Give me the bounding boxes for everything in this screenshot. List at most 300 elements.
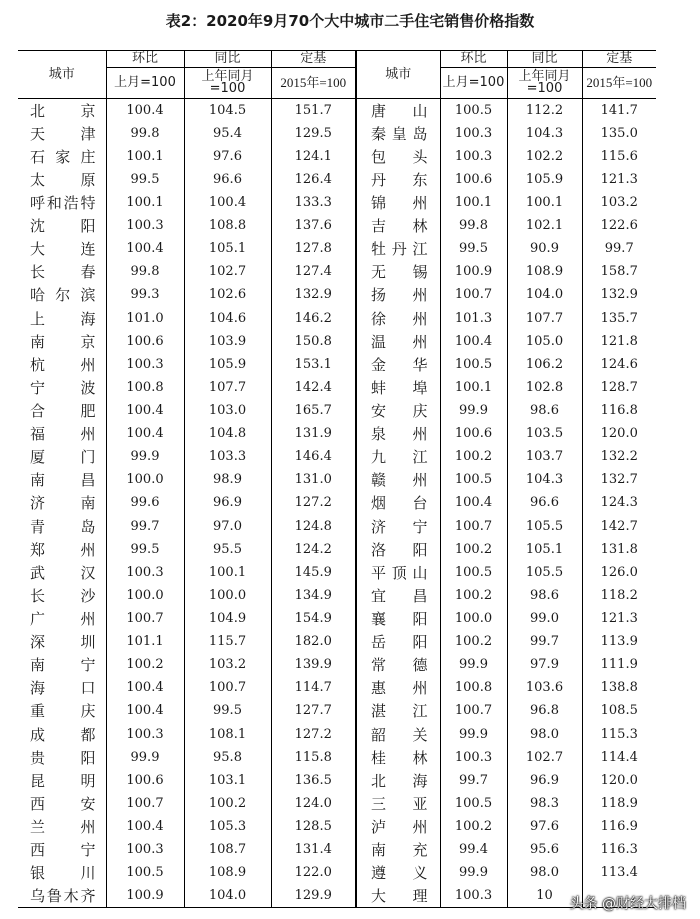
mom-cell-left: 100.4 [106, 699, 184, 722]
city-cell-left: 贵阳 [30, 748, 96, 767]
table-row [18, 514, 656, 537]
base-cell-left: 145.9 [271, 561, 356, 584]
base-cell-left: 115.8 [271, 746, 356, 769]
city-cell-left: 宁波 [30, 378, 96, 397]
yoy-cell-right: 102.1 [507, 214, 582, 237]
city-cell-right: 金华 [356, 353, 440, 376]
base-subheader-right: 2015年=100 [582, 68, 656, 99]
table-row [18, 769, 656, 792]
city-header-right: 城市 [356, 51, 440, 99]
table-row [18, 607, 656, 630]
yoy-cell-left: 95.4 [184, 122, 271, 145]
base-cell-right: 121.3 [582, 607, 656, 630]
table-row [18, 145, 656, 168]
table-body [18, 99, 656, 908]
table-row [18, 538, 656, 561]
base-cell-left: 122.0 [271, 861, 356, 884]
base-cell-right: 135.0 [582, 122, 656, 145]
base-cell-right: 108.5 [582, 699, 656, 722]
mom-cell-right: 100.6 [440, 168, 507, 191]
base-cell-right: 116.3 [582, 838, 656, 861]
table-row [18, 399, 656, 422]
table-row [18, 445, 656, 468]
city-cell-right: 牡丹江 [356, 237, 440, 260]
base-cell-right: 121.3 [582, 168, 656, 191]
base-cell-left: 131.4 [271, 838, 356, 861]
yoy-cell-left: 103.2 [184, 653, 271, 676]
city-cell-left: 长春 [30, 263, 96, 282]
base-cell-left: 133.3 [271, 191, 356, 214]
mom-cell-right: 100.2 [440, 630, 507, 653]
table-row [18, 306, 656, 329]
mom-subheader-left: 上月=100 [106, 68, 184, 99]
city-cell-right: 无锡 [356, 260, 440, 283]
mom-cell-left: 99.5 [106, 168, 184, 191]
yoy-cell-left: 102.6 [184, 283, 271, 306]
base-cell-left: 150.8 [271, 330, 356, 353]
mom-cell-left: 101.1 [106, 630, 184, 653]
base-cell-left: 129.9 [271, 884, 356, 907]
base-cell-right: 132.7 [582, 468, 656, 491]
yoy-cell-left: 108.7 [184, 838, 271, 861]
mom-cell-right: 99.5 [440, 237, 507, 260]
table-row [18, 561, 656, 584]
yoy-cell-left: 104.8 [184, 422, 271, 445]
city-cell-right: 安庆 [356, 399, 440, 422]
base-cell-left: 114.7 [271, 676, 356, 699]
base-cell-right: 113.4 [582, 861, 656, 884]
base-cell-left: 165.7 [271, 399, 356, 422]
yoy-cell-left: 98.9 [184, 468, 271, 491]
mom-cell-left: 99.3 [106, 283, 184, 306]
mom-cell-right: 100.5 [440, 353, 507, 376]
yoy-header-left: 同比 [184, 51, 271, 68]
city-cell-right: 南充 [356, 838, 440, 861]
yoy-cell-left: 115.7 [184, 630, 271, 653]
city-cell-left: 深圳 [30, 633, 96, 652]
table-row [18, 815, 656, 838]
mom-cell-left: 100.3 [106, 214, 184, 237]
city-cell-left: 郑州 [30, 540, 96, 559]
base-cell-right: 118.2 [582, 584, 656, 607]
yoy-cell-left: 100.4 [184, 191, 271, 214]
base-cell-left: 182.0 [271, 630, 356, 653]
base-cell-left: 132.9 [271, 283, 356, 306]
base-cell-left: 146.2 [271, 306, 356, 329]
city-cell-left: 杭州 [30, 355, 96, 374]
table-row [18, 584, 656, 607]
city-cell-right: 北海 [356, 769, 440, 792]
base-cell-left: 124.2 [271, 538, 356, 561]
mom-cell-left: 100.7 [106, 792, 184, 815]
base-cell-right: 115.6 [582, 145, 656, 168]
mom-cell-left: 100.3 [106, 561, 184, 584]
city-cell-left: 厦门 [30, 448, 96, 467]
mom-cell-right: 100.3 [440, 746, 507, 769]
mom-cell-right: 100.2 [440, 445, 507, 468]
base-cell-left: 151.7 [271, 99, 356, 122]
base-cell-right: 121.8 [582, 330, 656, 353]
mom-cell-left: 99.7 [106, 514, 184, 537]
yoy-cell-left: 97.0 [184, 514, 271, 537]
table-row [18, 422, 656, 445]
base-cell-right: 118.9 [582, 792, 656, 815]
mom-cell-left: 100.0 [106, 584, 184, 607]
mom-cell-left: 99.8 [106, 260, 184, 283]
base-cell-right: 99.7 [582, 237, 656, 260]
city-cell-right: 徐州 [356, 306, 440, 329]
yoy-cell-right: 97.9 [507, 653, 582, 676]
yoy-cell-right: 106.2 [507, 353, 582, 376]
mom-cell-left: 100.3 [106, 838, 184, 861]
city-cell-left: 西安 [30, 794, 96, 813]
base-cell-right: 124.6 [582, 353, 656, 376]
city-cell-right: 湛江 [356, 699, 440, 722]
yoy-cell-left: 103.1 [184, 769, 271, 792]
city-cell-left: 海口 [30, 679, 96, 698]
base-cell-left: 146.4 [271, 445, 356, 468]
city-cell-left: 天津 [30, 124, 96, 143]
base-cell-right: 111.9 [582, 653, 656, 676]
mom-subheader-right: 上月=100 [440, 68, 507, 99]
city-cell-right: 遵义 [356, 861, 440, 884]
base-cell-right: 114.4 [582, 746, 656, 769]
table-row [18, 699, 656, 722]
table-row [18, 237, 656, 260]
base-cell-right: 138.8 [582, 676, 656, 699]
city-cell-right: 九江 [356, 445, 440, 468]
base-cell-left: 129.5 [271, 122, 356, 145]
mom-cell-left: 100.0 [106, 468, 184, 491]
mom-cell-left: 100.4 [106, 399, 184, 422]
mom-cell-left: 100.4 [106, 676, 184, 699]
mom-cell-left: 100.3 [106, 722, 184, 745]
city-cell-left: 大连 [30, 240, 96, 259]
yoy-cell-right: 98.0 [507, 722, 582, 745]
city-cell-right: 岳阳 [356, 630, 440, 653]
base-cell-left: 127.4 [271, 260, 356, 283]
city-cell-left: 北京 [18, 99, 106, 122]
yoy-cell-right: 102.8 [507, 376, 582, 399]
base-cell-right: 122.6 [582, 214, 656, 237]
mom-cell-left: 100.4 [106, 237, 184, 260]
mom-cell-left: 100.1 [106, 145, 184, 168]
yoy-cell-right: 96.6 [507, 491, 582, 514]
mom-cell-right: 100.9 [440, 260, 507, 283]
base-cell-left: 124.8 [271, 514, 356, 537]
price-index-table [18, 50, 656, 908]
mom-cell-right: 100.3 [440, 122, 507, 145]
base-cell-left: 139.9 [271, 653, 356, 676]
base-header-left: 定基 [271, 51, 356, 68]
table-row [18, 838, 656, 861]
yoy-cell-left: 97.6 [184, 145, 271, 168]
table-row [18, 214, 656, 237]
city-cell-right: 宜昌 [356, 584, 440, 607]
yoy-cell-left: 100.1 [184, 561, 271, 584]
yoy-cell-right: 103.7 [507, 445, 582, 468]
city-cell-right: 蚌埠 [356, 376, 440, 399]
mom-cell-left: 100.5 [106, 861, 184, 884]
table-row [18, 376, 656, 399]
mom-cell-right: 100.6 [440, 422, 507, 445]
mom-cell-left: 100.2 [106, 653, 184, 676]
table-row [18, 722, 656, 745]
yoy-cell-right: 99.7 [507, 630, 582, 653]
yoy-cell-right: 99.0 [507, 607, 582, 630]
yoy-cell-right: 105.5 [507, 514, 582, 537]
city-cell-left: 南昌 [30, 471, 96, 490]
mom-cell-left: 100.6 [106, 769, 184, 792]
base-cell-right: 135.7 [582, 306, 656, 329]
mom-cell-right: 100.5 [440, 561, 507, 584]
city-cell-left: 沈阳 [30, 217, 96, 236]
base-cell-left: 124.1 [271, 145, 356, 168]
base-cell-right: 120.0 [582, 769, 656, 792]
city-cell-right: 泉州 [356, 422, 440, 445]
yoy-cell-right: 105.1 [507, 538, 582, 561]
mom-cell-left: 100.6 [106, 330, 184, 353]
base-cell-right: 113.9 [582, 630, 656, 653]
mom-cell-left: 100.7 [106, 607, 184, 630]
city-cell-right: 惠州 [356, 676, 440, 699]
yoy-cell-right: 103.5 [507, 422, 582, 445]
yoy-cell-right: 102.2 [507, 145, 582, 168]
city-cell-right: 锦州 [356, 191, 440, 214]
city-cell-right: 赣州 [356, 468, 440, 491]
table-row [18, 491, 656, 514]
yoy-cell-right: 97.6 [507, 815, 582, 838]
table-row [18, 653, 656, 676]
yoy-cell-right: 96.8 [507, 699, 582, 722]
city-cell-left: 重庆 [30, 702, 96, 721]
base-cell-right: 132.2 [582, 445, 656, 468]
yoy-cell-right: 102.7 [507, 746, 582, 769]
mom-cell-right: 100.2 [440, 538, 507, 561]
mom-cell-left: 99.9 [106, 445, 184, 468]
city-cell-left: 南京 [30, 332, 96, 351]
city-cell-left: 济南 [30, 494, 96, 513]
base-cell-right: 126.0 [582, 561, 656, 584]
mom-cell-right: 100.3 [440, 145, 507, 168]
table-row [18, 792, 656, 815]
mom-cell-right: 100.4 [440, 330, 507, 353]
mom-cell-right: 99.9 [440, 861, 507, 884]
city-cell-left: 南宁 [30, 656, 96, 675]
yoy-cell-right: 107.7 [507, 306, 582, 329]
yoy-cell-left: 100.7 [184, 676, 271, 699]
city-cell-right: 扬州 [356, 283, 440, 306]
city-cell-right: 常德 [356, 653, 440, 676]
city-cell-right: 唐山 [356, 99, 440, 122]
city-cell-right: 济宁 [356, 514, 440, 537]
mom-cell-right: 100.3 [440, 884, 507, 907]
yoy-cell-left: 104.0 [184, 884, 271, 907]
mom-header-left: 环比 [106, 51, 184, 68]
table-row [18, 283, 656, 306]
base-subheader-left: 2015年=100 [271, 68, 356, 99]
base-cell-left: 134.9 [271, 584, 356, 607]
base-cell-right: 116.8 [582, 399, 656, 422]
city-cell-left: 武汉 [30, 563, 96, 582]
city-cell-left: 兰州 [30, 817, 96, 836]
table-row [18, 353, 656, 376]
base-cell-left: 142.4 [271, 376, 356, 399]
yoy-cell-right: 95.6 [507, 838, 582, 861]
yoy-cell-right: 98.0 [507, 861, 582, 884]
yoy-subheader-right: 上年同月=100 [507, 68, 582, 99]
city-cell-right: 丹东 [356, 168, 440, 191]
table-title: 表2：2020年9月70个大中城市二手住宅销售价格指数 [165, 12, 535, 30]
table-row [18, 191, 656, 214]
city-cell-left: 哈尔滨 [30, 286, 96, 305]
yoy-cell-right: 108.9 [507, 260, 582, 283]
yoy-cell-left: 103.3 [184, 445, 271, 468]
yoy-subheader-left: 上年同月=100 [184, 68, 271, 99]
base-cell-left: 126.4 [271, 168, 356, 191]
mom-cell-left: 100.4 [106, 422, 184, 445]
mom-cell-right: 100.8 [440, 676, 507, 699]
base-cell-right: 116.9 [582, 815, 656, 838]
mom-cell-right: 99.4 [440, 838, 507, 861]
city-cell-right: 平顶山 [356, 561, 440, 584]
mom-cell-right: 101.3 [440, 306, 507, 329]
mom-cell-right: 99.7 [440, 769, 507, 792]
yoy-cell-left: 104.5 [184, 99, 271, 122]
city-cell-right: 洛阳 [356, 538, 440, 561]
mom-cell-left: 99.6 [106, 491, 184, 514]
yoy-cell-left: 104.9 [184, 607, 271, 630]
city-cell-left: 青岛 [30, 517, 96, 536]
city-cell-left: 广州 [30, 609, 96, 628]
table-row [18, 676, 656, 699]
yoy-cell-left: 108.1 [184, 722, 271, 745]
yoy-cell-right: 112.2 [507, 99, 582, 122]
city-cell-right: 三亚 [356, 792, 440, 815]
yoy-cell-left: 103.9 [184, 330, 271, 353]
base-cell-left: 124.0 [271, 792, 356, 815]
base-cell-right: 103.2 [582, 191, 656, 214]
yoy-cell-left: 100.0 [184, 584, 271, 607]
yoy-cell-left: 96.6 [184, 168, 271, 191]
mom-cell-right: 100.1 [440, 191, 507, 214]
city-cell-left: 石家庄 [30, 147, 96, 166]
mom-cell-right: 100.5 [440, 792, 507, 815]
mom-cell-left: 100.8 [106, 376, 184, 399]
mom-cell-right: 100.7 [440, 514, 507, 537]
table-row [18, 99, 656, 122]
yoy-cell-right: 98.3 [507, 792, 582, 815]
base-cell-right: 132.9 [582, 283, 656, 306]
base-cell-left: 131.9 [271, 422, 356, 445]
base-cell-right: 141.7 [582, 99, 656, 122]
mom-cell-right: 100.5 [440, 468, 507, 491]
city-cell-left: 银川 [30, 864, 96, 883]
table-row [18, 122, 656, 145]
base-cell-left: 131.0 [271, 468, 356, 491]
base-cell-right: 142.7 [582, 514, 656, 537]
table-row [18, 861, 656, 884]
yoy-cell-left: 96.9 [184, 491, 271, 514]
mom-cell-right: 99.9 [440, 722, 507, 745]
base-cell-right: 115.3 [582, 722, 656, 745]
mom-cell-right: 100.7 [440, 699, 507, 722]
base-cell-right: 124.3 [582, 491, 656, 514]
base-cell-left: 153.1 [271, 353, 356, 376]
base-cell-right: 158.7 [582, 260, 656, 283]
yoy-cell-left: 99.5 [184, 699, 271, 722]
base-cell-left: 127.8 [271, 237, 356, 260]
city-cell-left: 乌鲁木齐 [18, 884, 106, 907]
yoy-cell-right: 103.6 [507, 676, 582, 699]
city-cell-left: 长沙 [30, 586, 96, 605]
base-cell-left: 127.7 [271, 699, 356, 722]
yoy-header-right: 同比 [507, 51, 582, 68]
city-cell-right: 韶关 [356, 722, 440, 745]
city-cell-right: 包头 [356, 145, 440, 168]
yoy-cell-left: 105.3 [184, 815, 271, 838]
yoy-cell-left: 105.9 [184, 353, 271, 376]
mom-cell-right: 99.9 [440, 653, 507, 676]
mom-cell-left: 100.9 [106, 884, 184, 907]
yoy-cell-left: 103.0 [184, 399, 271, 422]
mom-cell-left: 99.8 [106, 122, 184, 145]
yoy-cell-left: 95.8 [184, 746, 271, 769]
yoy-cell-right: 104.3 [507, 122, 582, 145]
city-cell-left: 昆明 [30, 771, 96, 790]
city-cell-right: 秦皇岛 [356, 122, 440, 145]
city-cell-left: 呼和浩特 [30, 193, 96, 212]
city-cell-right: 大理 [356, 884, 440, 907]
mom-cell-left: 99.5 [106, 538, 184, 561]
mom-cell-right: 100.5 [440, 99, 507, 122]
yoy-cell-left: 95.5 [184, 538, 271, 561]
mom-cell-left: 99.9 [106, 746, 184, 769]
table-row [18, 884, 656, 907]
city-header-left: 城市 [18, 51, 106, 99]
mom-cell-right: 100.2 [440, 815, 507, 838]
city-cell-right: 温州 [356, 330, 440, 353]
mom-cell-right: 99.8 [440, 214, 507, 237]
base-cell-left: 127.2 [271, 722, 356, 745]
mom-cell-left: 100.1 [106, 191, 184, 214]
yoy-cell-left: 107.7 [184, 376, 271, 399]
city-cell-left: 西宁 [30, 841, 96, 860]
table-row [18, 260, 656, 283]
yoy-cell-right: 98.6 [507, 584, 582, 607]
yoy-cell-right: 96.9 [507, 769, 582, 792]
mom-header-right: 环比 [440, 51, 507, 68]
city-cell-left: 合肥 [30, 401, 96, 420]
city-cell-right: 襄阳 [356, 607, 440, 630]
table-row [18, 330, 656, 353]
city-cell-left: 太原 [30, 170, 96, 189]
yoy-cell-left: 100.2 [184, 792, 271, 815]
mom-cell-left: 100.4 [106, 815, 184, 838]
city-cell-right: 桂林 [356, 746, 440, 769]
mom-cell-right: 100.0 [440, 607, 507, 630]
base-cell-left: 154.9 [271, 607, 356, 630]
yoy-cell-right: 105.9 [507, 168, 582, 191]
mom-cell-left: 100.3 [106, 353, 184, 376]
base-cell-left: 136.5 [271, 769, 356, 792]
base-header-right: 定基 [582, 51, 656, 68]
watermark: 头条 @财经大排档 [569, 896, 686, 912]
mom-cell-left: 101.0 [106, 306, 184, 329]
city-cell-right: 泸州 [356, 815, 440, 838]
yoy-cell-left: 108.9 [184, 861, 271, 884]
table-row [18, 746, 656, 769]
